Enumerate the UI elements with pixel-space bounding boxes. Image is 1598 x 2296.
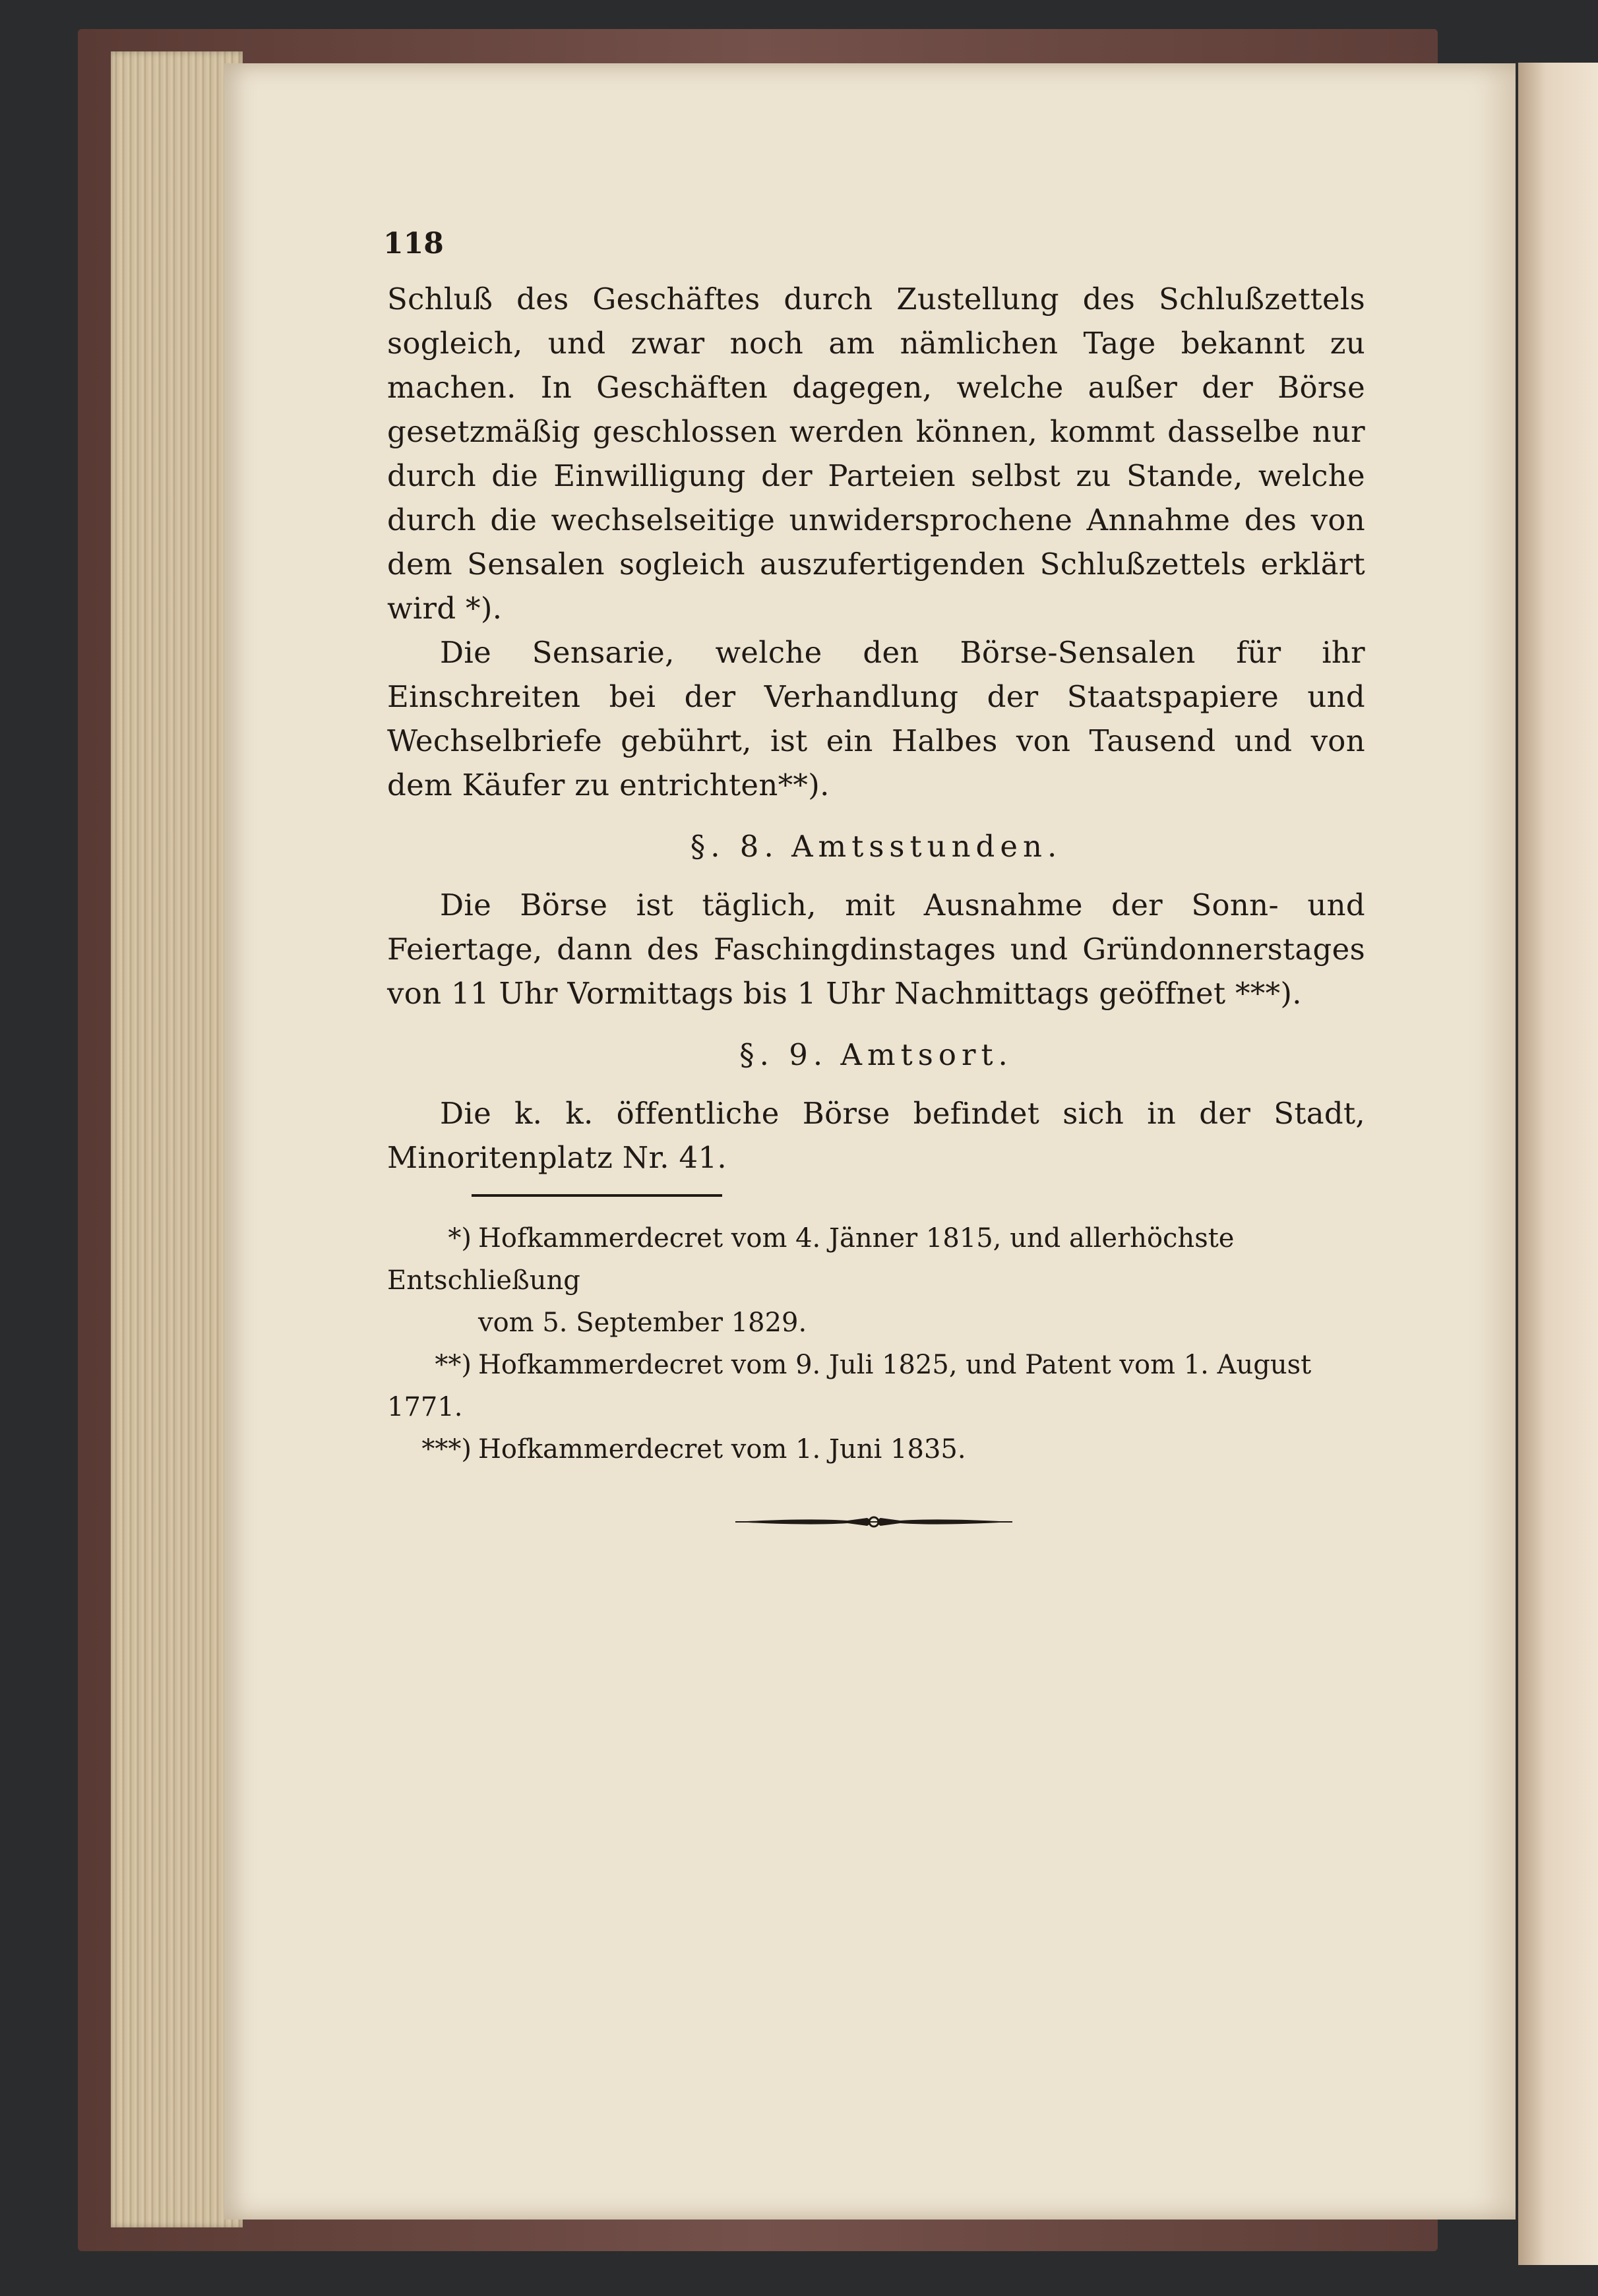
page-number: 118 bbox=[383, 227, 444, 260]
footnote-2-mark: **) bbox=[435, 1350, 472, 1380]
footnote-1-mark: *) bbox=[448, 1223, 472, 1254]
footnote-rule bbox=[472, 1194, 722, 1197]
book-page bbox=[224, 63, 1516, 2220]
footnote-3-mark: ***) bbox=[421, 1434, 472, 1465]
paragraph-2: Die Sensarie, welche den Börse-Sensalen für ihr Einschreiten bei der Verhandlung der Staatspapiere und Wechselbriefe gebührt, ist ein Halbes von Tausend und von dem Käufer zu entrichten**). bbox=[387, 635, 1365, 802]
section-9-number: §. 9. bbox=[739, 1037, 828, 1072]
footnote-2-line1: Hofkammerdecret vom 9. Juli 1825, und Patent vom 1. August 1771. bbox=[387, 1350, 1312, 1422]
body-text bbox=[387, 277, 1365, 1180]
section-9-heading bbox=[387, 1033, 1365, 1077]
section-8-text: Die Börse ist täglich, mit Ausnahme der Sonn- und Feiertage, dann des Faschingdinstages und Gründonnerstages von 11 Uhr Vormittags bis 1 Uhr Nachmittags geöffnet ***). bbox=[387, 888, 1365, 1011]
section-8-number: §. 8. bbox=[690, 829, 779, 864]
footnote-1-line2: vom 5. September 1829. bbox=[478, 1308, 807, 1338]
footnote-1 bbox=[387, 1217, 1365, 1302]
facing-page-edge bbox=[1518, 63, 1598, 2265]
section-8-heading bbox=[387, 824, 1365, 868]
footnote-3-line1: Hofkammerdecret vom 1. Juni 1835. bbox=[478, 1434, 966, 1465]
section-9-text: Die k. k. öffentliche Börse befindet sich in der Stadt, Minoritenplatz Nr. 41. bbox=[387, 1096, 1365, 1175]
footnote-1-line1: Hofkammerdecret vom 4. Jänner 1815, und allerhöchste Entschließung bbox=[387, 1223, 1235, 1296]
ornament-divider-icon bbox=[735, 1509, 1012, 1535]
section-9-title: Amtsort. bbox=[840, 1037, 1013, 1072]
paragraph-1: Schluß des Geschäftes durch Zustellung des Schlußzettels sogleich, und zwar noch am nämlichen Tage bekannt zu machen. In Geschäften dagegen, welche außer der Börse gesetzmäßig geschlossen werden können, kommt dasselbe nur durch die Einwilligung der Parteien selbst zu Stande, welche durch die wechselseitige unwidersprochene Annahme des von dem Sensalen sogleich auszufertigenden Schlußzettels erklärt wird *). bbox=[387, 282, 1365, 626]
footnotes bbox=[387, 1217, 1365, 1470]
footnote-2 bbox=[387, 1344, 1365, 1428]
footnote-3 bbox=[387, 1428, 1365, 1470]
section-8-title: Amtsstunden. bbox=[791, 829, 1062, 864]
page-edges bbox=[111, 51, 243, 2227]
